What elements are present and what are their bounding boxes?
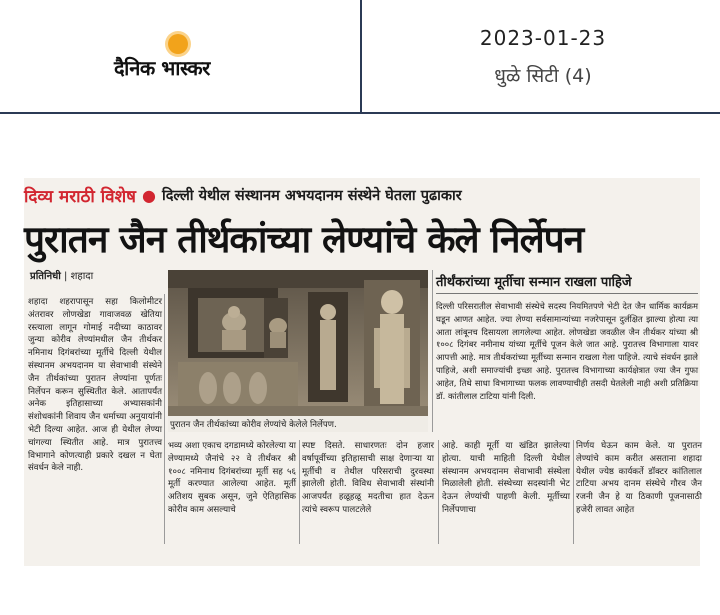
reporter-label: प्रतिनिधी [30, 271, 61, 282]
column-divider [438, 440, 439, 544]
article-column-5: निर्णय घेऊन काम केले. या पुरातन लेण्यांचे काम करीत असताना शहादा येथील ज्येष्ठ कार्यकर्ते डॉक्टर कांतिलाल टाटिया अभय दानम संस्थेचे गौरव जैन रजनी जैन हे या ठिकाणी पूजनासाठी हजेरी लावत आहेत [576, 441, 702, 515]
column-divider [164, 294, 165, 544]
header-divider [360, 0, 362, 113]
kicker-label: दिव्य मराठी विशेष [24, 186, 136, 207]
logo-text: दैनिक भास्कर [114, 56, 210, 80]
sidebar-body: दिल्ली परिसरातील सेवाभावी संस्थेचे सदस्य नियमितपणे भेटी देत जैन धार्मिक कार्यक्रम घडून आणत आहेत. ज्या लेण्या सर्वसामान्यांच्या नजरेपासून दुर्लक्षित झाल्या होत्या त्या आता लांबूनच दिसायला लागलेल्या आहेत. लोणखेडा जवळील जैन तीर्थकर यांच्या श्री १००८ दिगंबर नमीनाथ यांच्या मूर्तीचे पूजन केले जात आहे. पुरातत्त्व विभागाला यावर आपत्ती आहे. मात्र तीर्थकरांच्या मूर्तीच्या सन्मान राखला गेला पाहिजे. त्याचे संवर्धन झाले पाहिजे, अशी समाज्यांची इच्छा आहे. पुरातत्त्व विभागाच्या कार्यक्षेत्रात ज्या जैन गुफा आहेत, तिथे साधा विभागाच्या फलक लावण्याचीही तसदी घेतलेली नाही अशी प्रतिक्रिया डॉ. कांतीलाल टाटिया यांनी दिली. [436, 301, 698, 401]
article-column-1: शहादा शहरापासून सहा किलोमीटर अंतरावर लोणखेडा गावाजवळ खेतिया रस्त्याला लागून गोमाई नदीच्या काठावर जुन्या कोरीव लेण्यांमधील जैन तीर्थकर नमिनाथ दिगंबरांच्या मूर्तीचे दिल्ली येथील संस्थानम अभयदानम या सेवाभावी संस्थेने जैन तीर्थकांच्या पुरातन लेण्यांना पूर्णतः निर्लेपन करून सुस्थितीत केले. आतापर्यंत अनेक इतिहासाच्या अभ्यासकांनी संशोधकांनी शिवाय जैन धर्माच्या अनुयायांनी भेटी दिल्या आहेत. आज ही येथील लेण्या चांगल्या स्थितीत आहे. मात्र पुरातत्त्व विभागाने कोणत्याही प्रकारे दखल न घेता संवर्धन केले नाही. [28, 297, 162, 474]
headline: पुरातन जैन तीर्थकांच्या लेण्यांचे केले निर्लेपन [24, 218, 584, 261]
column-divider [299, 440, 300, 544]
dainik-bhaskar-logo [110, 34, 250, 84]
kicker-text: दिल्ली येथील संस्थानम अभयदानम संस्थेने घेतला पुढाकार [161, 188, 462, 204]
sidebar-title: तीर्थंकरांच्या मूर्तीचा सन्मान राखला पाहिजे [436, 275, 632, 290]
column-divider [432, 270, 433, 432]
jain-caves-image [168, 270, 428, 416]
sun-icon [168, 34, 188, 54]
photo-caption: पुरातन जैन तीर्थकांच्या कोरीव लेण्यांचे केलेले निर्लेपण. [168, 416, 428, 432]
article-column-2: भव्य अशा एकाच दगडामध्ये कोरलेल्या या लेण्यामध्ये जैनांचे २२ वे तीर्थंकर श्री १००८ नमिनाथ दिगंबरांच्या मूर्ती सह ५६ मूर्ती करण्यात आलेल्या आहेत. मूर्ती अतिशय सुबक असून, जुने ऐतिहासिक कोरीव काम असल्याचे [168, 441, 296, 515]
cave-photo [168, 270, 428, 416]
page-header [0, 0, 720, 114]
bullet-icon: ● [141, 185, 156, 205]
reporter-place: शहादा [70, 271, 94, 282]
edition-name: धुळे सिटी (4) [494, 65, 592, 87]
reporter-line: प्रतिनिधी | शहादा [30, 271, 94, 282]
article-column-3: स्पष्ट दिसते. साधारणतः दोन हजार वर्षापूर्वीच्या इतिहासाची साक्ष देणाऱ्या या मूर्तीची व तेथील परिसराची दुरवस्था झालेली होती. विविध सेवाभावी संस्थांनी आजपर्यंत हळूहळू मदतीचा हात देऊन त्यांचे स्वरूप पालटलेले [302, 441, 434, 515]
edition-date: 2023-01-23 [479, 26, 607, 50]
column-divider [573, 440, 574, 544]
sidebar-rule [436, 293, 698, 294]
article-column-4: आहे. काही मूर्ती या खंडित झालेल्या होत्या. याची माहिती दिल्ली येथील संस्थानम अभयदानम सेवाभावी संस्थेला मिळालेली होती. संस्थेच्या सदस्यांनी भेट देऊन लेण्यांची पाहणी केली. मूर्तीच्या निर्लेपणाचा [442, 441, 570, 515]
kicker [24, 182, 462, 208]
